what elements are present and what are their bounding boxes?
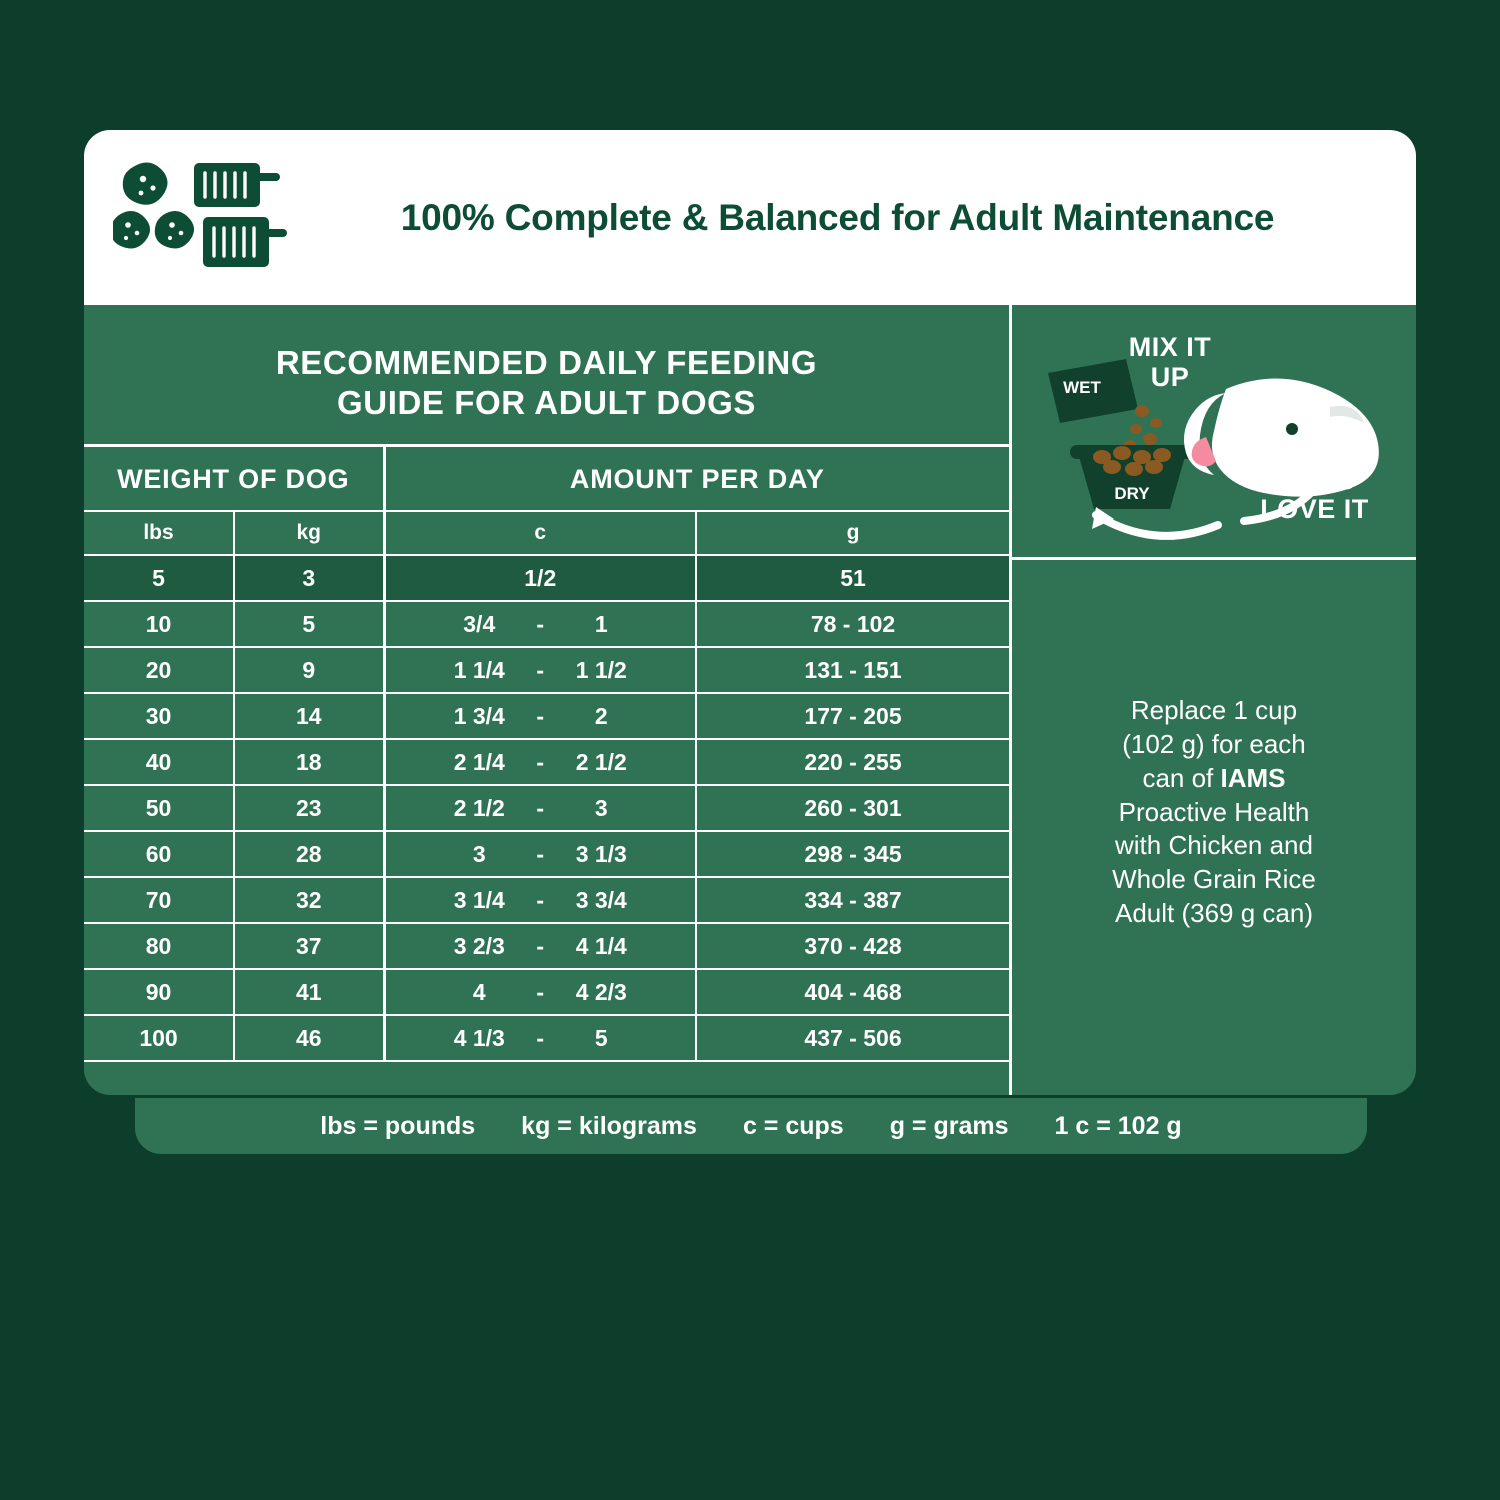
cell-kg: 32 bbox=[234, 877, 384, 923]
cell-grams: 437 - 506 bbox=[696, 1015, 1009, 1061]
guide-heading bbox=[84, 305, 1009, 447]
replace-line5: with Chicken and bbox=[1114, 830, 1313, 861]
cell-lbs: 40 bbox=[84, 739, 234, 785]
replace-line7: Adult (369 g can) bbox=[1114, 897, 1313, 928]
cell-cups: 2 1/4 - 2 1/2 bbox=[384, 739, 696, 785]
cell-grams: 131 - 151 bbox=[696, 647, 1009, 693]
replace-line2: (102 g) for each bbox=[1122, 729, 1306, 759]
legend-item: lbs = pounds bbox=[320, 1111, 476, 1140]
cell-kg: 9 bbox=[234, 647, 384, 693]
cell-cups: 2 1/2 - 3 bbox=[384, 785, 696, 831]
replace-line3-pre: can of bbox=[1142, 762, 1221, 793]
cell-lbs: 10 bbox=[84, 601, 234, 647]
side-column bbox=[1009, 305, 1416, 1095]
header-kg: kg bbox=[234, 511, 384, 555]
wet-label: WET bbox=[1063, 378, 1101, 397]
table-body bbox=[84, 555, 1009, 1061]
replace-instructions bbox=[1012, 560, 1416, 1095]
mix-it-up-line2: UP bbox=[1150, 361, 1190, 392]
cell-kg: 37 bbox=[234, 923, 384, 969]
table-group-header-row bbox=[84, 447, 1009, 511]
cell-lbs: 70 bbox=[84, 877, 234, 923]
table-row bbox=[84, 693, 1009, 739]
cell-grams: 51 bbox=[696, 555, 1009, 601]
page-title: 100% Complete & Balanced for Adult Maintenance bbox=[400, 196, 1275, 238]
brand-name: IAMS bbox=[1220, 762, 1286, 793]
legend-bar bbox=[135, 1098, 1367, 1154]
mix-it-up-panel bbox=[1012, 305, 1416, 560]
replace-line3 bbox=[1112, 762, 1316, 796]
cell-cups: 4 - 4 2/3 bbox=[384, 969, 696, 1015]
cell-cups: 3 1/4 - 3 3/4 bbox=[384, 877, 696, 923]
table-row bbox=[84, 785, 1009, 831]
cell-grams: 177 - 205 bbox=[696, 693, 1009, 739]
guide-heading-line1: RECOMMENDED DAILY FEEDING bbox=[275, 344, 818, 381]
cell-kg: 14 bbox=[234, 693, 384, 739]
replace-line6: Whole Grain Rice bbox=[1112, 864, 1316, 895]
table-row bbox=[84, 969, 1009, 1015]
cell-kg: 46 bbox=[234, 1015, 384, 1061]
dry-label: DRY bbox=[1114, 484, 1150, 503]
cell-lbs: 30 bbox=[84, 693, 234, 739]
table-row bbox=[84, 877, 1009, 923]
cell-grams: 404 - 468 bbox=[696, 969, 1009, 1015]
cell-grams: 78 - 102 bbox=[696, 601, 1009, 647]
cell-grams: 334 - 387 bbox=[696, 877, 1009, 923]
header-lbs: lbs bbox=[84, 511, 234, 555]
table-row bbox=[84, 601, 1009, 647]
legend-item: c = cups bbox=[742, 1111, 844, 1140]
cell-cups: 1/2 bbox=[384, 555, 696, 601]
table-row bbox=[84, 831, 1009, 877]
dogs-love-it-title bbox=[1227, 466, 1402, 525]
header-grams: g bbox=[696, 511, 1009, 555]
table-row bbox=[84, 1015, 1009, 1061]
dogs-love-it-line1: DOGS bbox=[1273, 464, 1356, 495]
cell-cups: 1 1/4 - 1 1/2 bbox=[384, 647, 696, 693]
mix-it-up-line1: MIX IT bbox=[1128, 332, 1212, 362]
replace-line4: Proactive Health bbox=[1118, 796, 1310, 827]
cell-kg: 23 bbox=[234, 785, 384, 831]
cell-cups: 4 1/3 - 5 bbox=[384, 1015, 696, 1061]
guide-heading-line2: GUIDE FOR ADULT DOGS bbox=[337, 384, 756, 422]
cell-lbs: 60 bbox=[84, 831, 234, 877]
cell-grams: 370 - 428 bbox=[696, 923, 1009, 969]
header-banner bbox=[84, 130, 1416, 305]
cell-lbs: 5 bbox=[84, 555, 234, 601]
cell-kg: 3 bbox=[234, 555, 384, 601]
cell-grams: 260 - 301 bbox=[696, 785, 1009, 831]
cell-cups: 3 - 3 1/3 bbox=[384, 831, 696, 877]
cell-lbs: 50 bbox=[84, 785, 234, 831]
cell-lbs: 20 bbox=[84, 647, 234, 693]
replace-line1: Replace 1 cup bbox=[1130, 695, 1298, 726]
header-weight-of-dog: WEIGHT OF DOG bbox=[84, 447, 384, 511]
table-row bbox=[84, 923, 1009, 969]
kibble-scoop-icon-group bbox=[113, 153, 288, 283]
cell-lbs: 100 bbox=[84, 1015, 234, 1061]
cell-lbs: 90 bbox=[84, 969, 234, 1015]
cell-cups: 3/4 - 1 bbox=[384, 601, 696, 647]
legend-item: g = grams bbox=[889, 1111, 1009, 1140]
cell-kg: 28 bbox=[234, 831, 384, 877]
table-column bbox=[84, 305, 1009, 1095]
kibble-and-scoop-icons bbox=[84, 143, 289, 293]
feeding-guide-panel bbox=[84, 305, 1416, 1095]
header-cups: c bbox=[384, 511, 696, 555]
cell-cups: 3 2/3 - 4 1/4 bbox=[384, 923, 696, 969]
table-unit-header-row bbox=[84, 511, 1009, 555]
cell-kg: 5 bbox=[234, 601, 384, 647]
cell-lbs: 80 bbox=[84, 923, 234, 969]
table-row bbox=[84, 555, 1009, 601]
table-row bbox=[84, 647, 1009, 693]
cell-grams: 220 - 255 bbox=[696, 739, 1009, 785]
legend-item: kg = kilograms bbox=[521, 1111, 697, 1140]
legend-item: 1 c = 102 g bbox=[1054, 1111, 1182, 1140]
cell-kg: 41 bbox=[234, 969, 384, 1015]
cell-grams: 298 - 345 bbox=[696, 831, 1009, 877]
feeding-table bbox=[84, 447, 1009, 1062]
cell-kg: 18 bbox=[234, 739, 384, 785]
header-amount-per-day: AMOUNT PER DAY bbox=[384, 447, 1009, 511]
cell-cups: 1 3/4 - 2 bbox=[384, 693, 696, 739]
dogs-love-it-line2: LOVE IT bbox=[1260, 494, 1369, 525]
table-row bbox=[84, 739, 1009, 785]
